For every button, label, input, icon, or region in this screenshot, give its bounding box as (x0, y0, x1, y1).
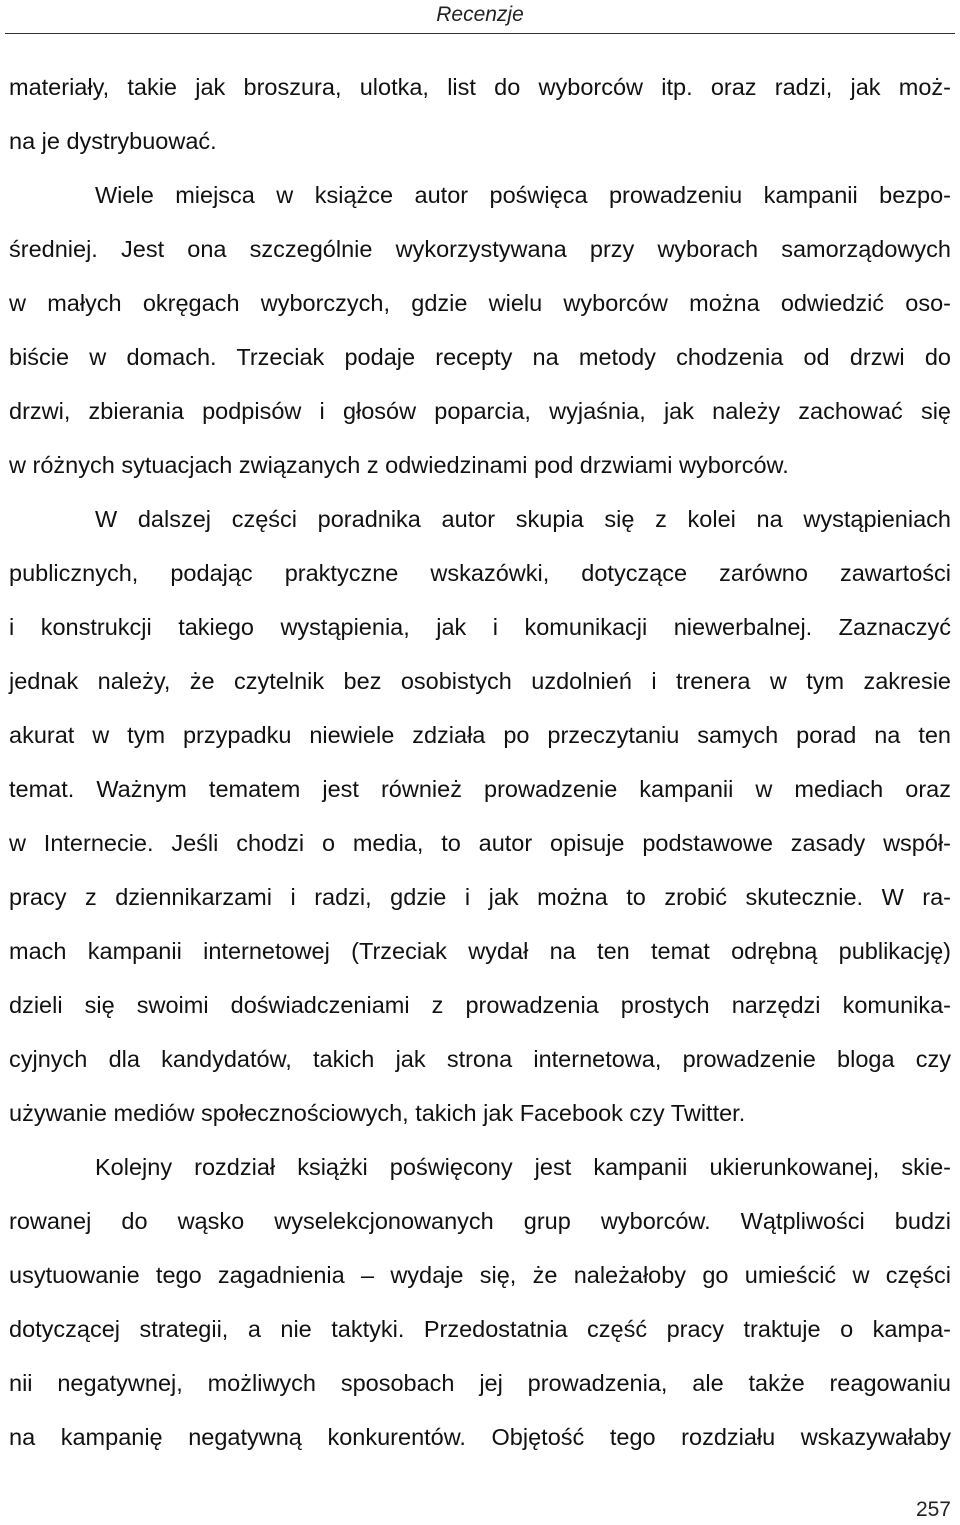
text-line: Kolejny rozdział książki poświęcony jest kampanii ukierunkowanej, skie- (95, 1154, 951, 1180)
text-line: materiały, takie jak broszura, ulotka, list do wyborców itp. oraz radzi, jak moż- (9, 74, 951, 100)
text-line: biście w domach. Trzeciak podaje recepty na metody chodzenia od drzwi do (9, 344, 951, 370)
text-line: mach kampanii internetowej (Trzeciak wydał na ten temat odrębną publikację) (9, 938, 951, 964)
text-line: Wiele miejsca w książce autor poświęca prowadzeniu kampanii bezpo- (95, 182, 951, 208)
text-line: używanie mediów społecznościowych, takich jak Facebook czy Twitter. (9, 1100, 746, 1126)
page-number: 257 (915, 1498, 951, 1521)
text-line: drzwi, zbierania podpisów i głosów poparcia, wyjaśnia, jak należy zachować się (9, 398, 951, 424)
text-line: pracy z dziennikarzami i radzi, gdzie i jak można to zrobić skutecznie. W ra- (9, 884, 951, 910)
text-line: rowanej do wąsko wyselekcjonowanych grup wyborców. Wątpliwości budzi (9, 1208, 951, 1234)
text-line: dzieli się swoimi doświadczeniami z prowadzenia prostych narzędzi komunika- (9, 992, 951, 1018)
text-line: publicznych, podając praktyczne wskazówki, dotyczące zarówno zawartości (9, 560, 951, 586)
text-line: w małych okręgach wyborczych, gdzie wielu wyborców można odwiedzić oso- (9, 290, 951, 316)
text-line: średniej. Jest ona szczególnie wykorzystywana przy wyborach samorządowych (9, 236, 951, 262)
text-line: na kampanię negatywną konkurentów. Objętość tego rozdziału wskazywałaby (9, 1424, 951, 1450)
text-line: w różnych sytuacjach związanych z odwiedzinami pod drzwiami wyborców. (9, 452, 789, 478)
text-line: dotyczącej strategii, a nie taktyki. Przedostatnia część pracy traktuje o kampa- (9, 1316, 951, 1342)
running-title: Recenzje (436, 3, 524, 26)
text-line: akurat w tym przypadku niewiele zdziała po przeczytaniu samych porad na ten (9, 722, 951, 748)
text-line: W dalszej części poradnika autor skupia się z kolei na wystąpieniach (95, 506, 951, 532)
text-line: cyjnych dla kandydatów, takich jak strona internetowa, prowadzenie bloga czy (9, 1046, 951, 1072)
text-line: w Internecie. Jeśli chodzi o media, to autor opisuje podstawowe zasady współ- (9, 830, 951, 856)
text-line: temat. Ważnym tematem jest również prowadzenie kampanii w mediach oraz (9, 776, 951, 802)
text-line: nii negatywnej, możliwych sposobach jej prowadzenia, ale także reagowaniu (9, 1370, 951, 1396)
text-line: usytuowanie tego zagadnienia – wydaje się, że należałoby go umieścić w części (9, 1262, 951, 1288)
text-line: jednak należy, że czytelnik bez osobistych uzdolnień i trenera w tym zakresie (9, 668, 951, 694)
body-text (9, 60, 951, 1464)
header-rule (5, 33, 955, 34)
text-line: i konstrukcji takiego wystąpienia, jak i komunikacji niewerbalnej. Zaznaczyć (9, 614, 951, 640)
text-line: na je dystrybuować. (9, 128, 217, 154)
